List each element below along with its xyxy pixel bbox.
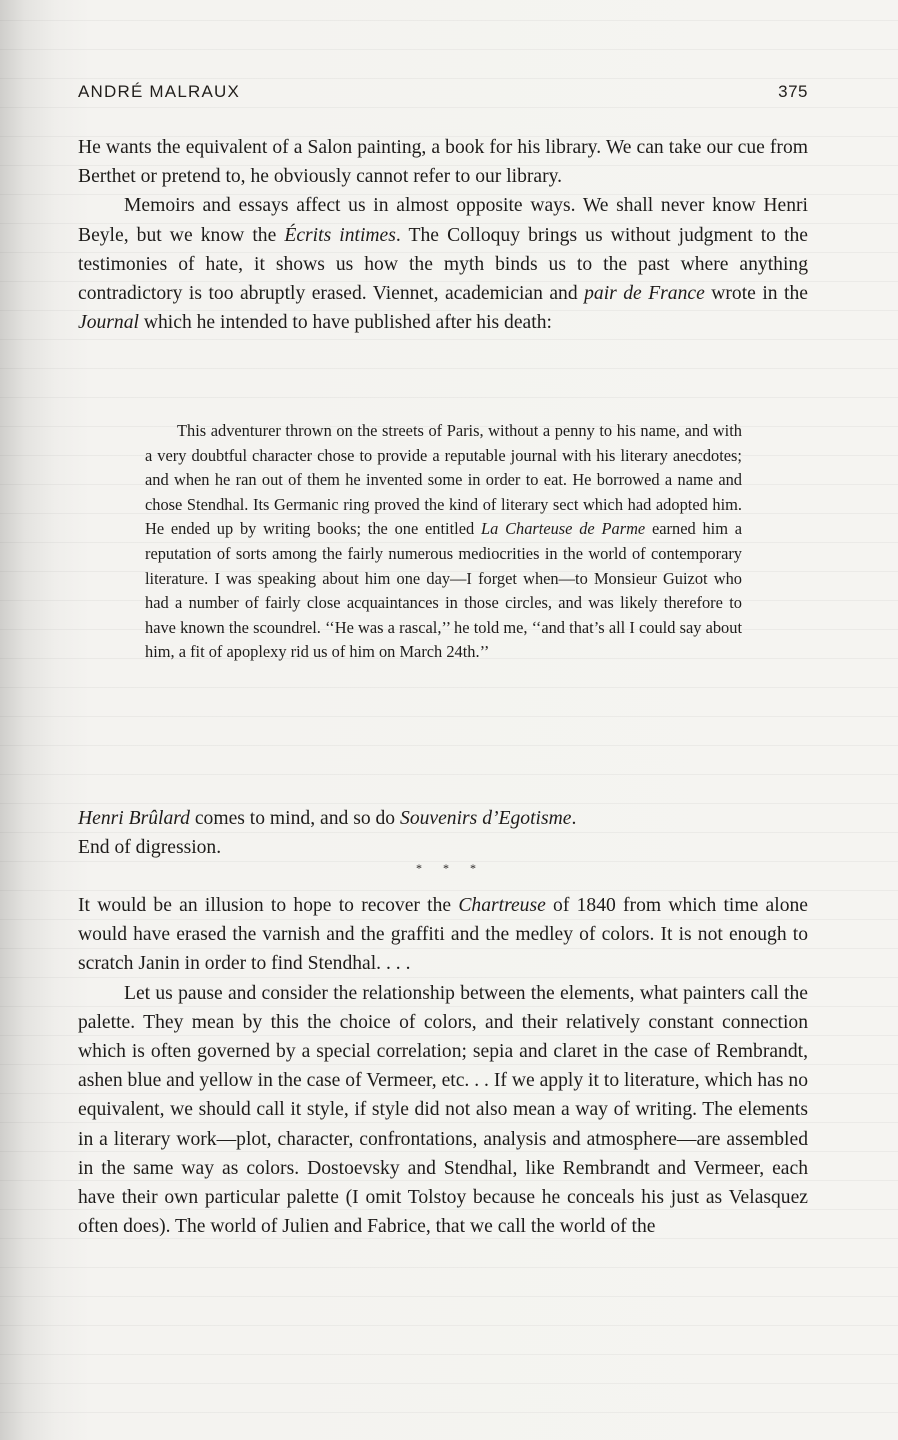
asterisk-icon: * xyxy=(416,861,422,875)
italic-title: La Charteuse de Parme xyxy=(480,519,646,539)
text-run: . The Colloquy brings us without judgment to the testimonies of hate, it shows us how the myth binds us to the past where anything contradictory is too abruptly erased. Viennet, academician and xyxy=(78,224,808,305)
paragraph xyxy=(78,891,808,979)
paragraph xyxy=(78,191,808,337)
extract-paragraph xyxy=(145,419,742,665)
asterisk-icon: * xyxy=(443,861,449,875)
text-run: earned him a reputation of sorts among the fairly numerous mediocrities in the world of contemporary literature. I was speaking about him one day—I forget when—to Monsieur Guizot who had a number of fairly close acquaintances in those circles, and was likely therefore to have known the scoundrel. ‘‘He was a rascal,’’ he told me, ‘‘and that’s all I could say about him, a fit of apoplexy rid us of him on March 24th.’’ xyxy=(145,519,742,662)
text-run: He wants the equivalent of a Salon painting, a book for his library. We can take our cue from Berthet or pretend to, he obviously cannot refer to our library. xyxy=(78,137,808,188)
italic-title: Chartreuse xyxy=(458,895,546,916)
text-run: Let us pause and consider the relationship between the elements, what painters call the palette. They mean by this the choice of colors, and their relatively constant connection which is often governed by a special correlation; sepia and claret in the case of Rembrandt, ashen blue and yellow in the case of Vermeer, etc. . . If we apply it to literature, which has no equivalent, we should call it style, if style did not also mean a way of writing. The elements in a literary work—plot, character, confrontations, analysis and atmosphere—are assembled in the same way as colors. Dostoevsky and Stendhal, like Rembrandt and Vermeer, each have their own particular palette (I omit Tolstoy because he conceals his just as Velasquez often does). The world of Julien and Fabrice, that we call the world of the xyxy=(78,982,808,1238)
paragraph xyxy=(78,133,808,191)
body-text-before-extract xyxy=(78,133,808,337)
text-run: . xyxy=(571,808,577,829)
italic-title: Henri Brûlard xyxy=(78,808,190,829)
asterisk-icon: * xyxy=(470,861,476,875)
running-head-author: ANDRÉ MALRAUX xyxy=(78,82,241,101)
text-run: Memoirs and essays affect us in almost opposite ways. We shall never know Henri Beyle, but we know the xyxy=(78,195,808,246)
italic-title: Écrits intimes xyxy=(284,224,396,246)
italic-title: Souvenirs d’Egotisme xyxy=(400,808,572,829)
block-quote-extract xyxy=(145,419,742,665)
text-line xyxy=(78,833,808,862)
text-run: This adventurer thrown on the streets of Paris, without a penny to his name, and with a very doubtful character chose to provide a reputable journal with his literary anecdotes; and when he ran out of them he invented some in order to eat. He borrowed a name and chose Stendhal. Its Germanic ring proved the kind of literary sect which had adopted him. He ended up by writing books; the one entitled xyxy=(145,421,742,539)
section-break-ornament xyxy=(416,862,476,874)
running-head xyxy=(78,82,808,102)
page-number: 375 xyxy=(778,82,808,101)
text-line xyxy=(78,804,808,833)
text-run: End of digression. xyxy=(78,837,222,859)
text-run: It would be an illusion to hope to recover the xyxy=(78,895,459,916)
body-text-after-break xyxy=(78,891,808,1241)
italic-title: pair de France xyxy=(584,283,705,305)
text-run: wrote in the xyxy=(704,283,808,305)
text-run: comes to mind, and so do xyxy=(189,808,401,829)
text-run: which he intended to have published after his death: xyxy=(138,312,552,334)
italic-title: Journal xyxy=(78,312,139,334)
text-run: of 1840 from which time alone would have erased the varnish and the graffiti and the medley of colors. It is not enough to scratch Janin in order to find Stendhal. . . . xyxy=(78,895,808,975)
post-extract-text xyxy=(78,804,808,862)
paragraph xyxy=(78,979,808,1242)
